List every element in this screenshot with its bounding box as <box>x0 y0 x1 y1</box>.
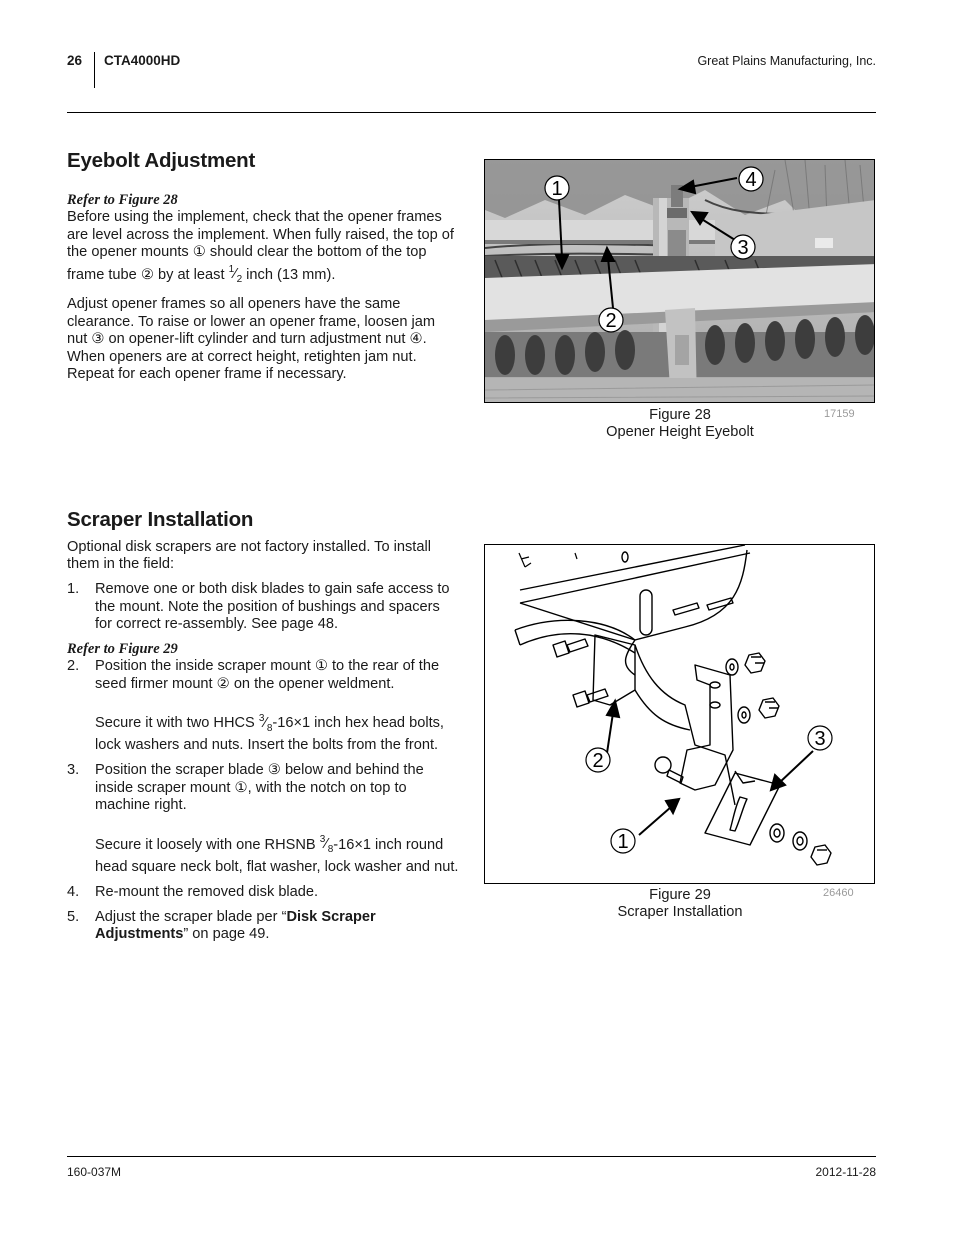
fraction-half: $^1⁄_2$ <box>228 264 243 286</box>
eyebolt-paragraph-1: Before using the implement, check that the opener frames are level across the implement. When fully raised, the top of the opener mounts ① should clear the bottom of the top frame tube ② by at least $^1⁄_2$ inch (13 mm). <box>67 209 454 286</box>
eyebolt-paragraph-2: Adjust opener frames so all openers have the same clearance. To raise or lower an opener frame, loosen jam nut ③ on opener-lift cylinder and turn adjustment nut ④. When openers are at correct height, retighten jam nut. Repeat for each opener frame if necessary. <box>67 296 436 382</box>
figure-28-callout-2: 2 <box>605 310 617 332</box>
figure-29-caption: Figure 29 Scraper Installation <box>617 887 743 921</box>
scraper-step-5: 5. Adjust the scraper blade per “Disk Scraper Adjustments” on page 49. <box>67 908 376 942</box>
figure-29-callout-3: 3 <box>814 728 826 750</box>
scraper-step-4: 4. Re-mount the removed disk blade. <box>67 883 319 900</box>
callout-4: ④ <box>409 331 423 348</box>
scraper-installation-drawing <box>485 545 875 884</box>
eyebolt-body <box>67 192 459 391</box>
callout-3: ③ <box>267 762 281 779</box>
callout-1: ① <box>314 658 328 675</box>
callout-2: ② <box>216 675 230 692</box>
opener-height-photo <box>485 160 875 403</box>
callout-1: ① <box>192 244 206 261</box>
figure-28-callout-1: 1 <box>551 178 563 200</box>
doc-number: 160-037M <box>67 1165 122 1179</box>
figure-29-drawing <box>484 544 875 884</box>
page-number: 26 <box>67 53 83 68</box>
scraper-step-3: 3. Position the scraper blade ③ below and behind the inside scraper mount ①, with the notch on top to machine right. Secure it loosely with one RHSNB $^3⁄_8-16\times 1$ inch round head square neck bolt, flat washer, lock washer and nut. <box>67 762 459 875</box>
doc-date: 2012-11-28 <box>815 1165 876 1179</box>
callout-3: ③ <box>91 331 105 348</box>
figure-29-image-number: 26460 <box>823 887 854 899</box>
callout-2: ② <box>140 266 154 283</box>
figure-28-callout-3: 3 <box>737 237 749 259</box>
figure-28-callout-4: 4 <box>745 169 757 191</box>
figure-28-image-number: 17159 <box>824 408 855 420</box>
scraper-step-2: 2. Position the inside scraper mount ① to the rear of the seed firmer mount ② on the opener weldment. Secure it with two HHCS $^3⁄_8-16\times 1$ inch hex head bolts, lock washers and nuts. Insert the bolts from the front. <box>67 658 459 754</box>
scraper-intro: Optional disk scrapers are not factory installed. To install them in the field: <box>67 539 431 573</box>
model-name: CTA4000HD <box>104 53 181 68</box>
section-title-scraper: Scraper Installation <box>67 508 254 531</box>
scraper-step-2-detail: Secure it with two HHCS $^3⁄_8-16\times 1$ inch hex head bolts, lock washers and nuts. Insert the bolts from the front. <box>95 713 444 754</box>
header-rule <box>67 112 876 113</box>
callout-1: ① <box>234 779 248 796</box>
scraper-figure-ref: Refer to Figure 29 <box>67 641 178 658</box>
figure-28-caption: Figure 28 Opener Height Eyebolt <box>606 407 754 441</box>
header-divider <box>94 52 95 88</box>
footer-rule <box>67 1156 876 1157</box>
figure-29-callout-1: 1 <box>617 831 629 853</box>
figure-29-callout-2: 2 <box>592 750 604 772</box>
figure-28-photo <box>484 159 875 403</box>
scraper-step-1: 1. Remove one or both disk blades to gain safe access to the mount. Note the position of bushings and spacers for correct re-assembly. See page 48. <box>67 581 450 633</box>
section-title-eyebolt: Eyebolt Adjustment <box>67 149 256 172</box>
eyebolt-figure-ref: Refer to Figure 28 <box>67 192 178 208</box>
scraper-body <box>67 539 459 951</box>
company-name: Great Plains Manufacturing, Inc. <box>697 54 876 68</box>
scraper-step-3-detail: Secure it loosely with one RHSNB $^3⁄_8-16\times 1$ inch round head square neck bolt, flat washer, lock washer and nut. <box>95 834 459 875</box>
